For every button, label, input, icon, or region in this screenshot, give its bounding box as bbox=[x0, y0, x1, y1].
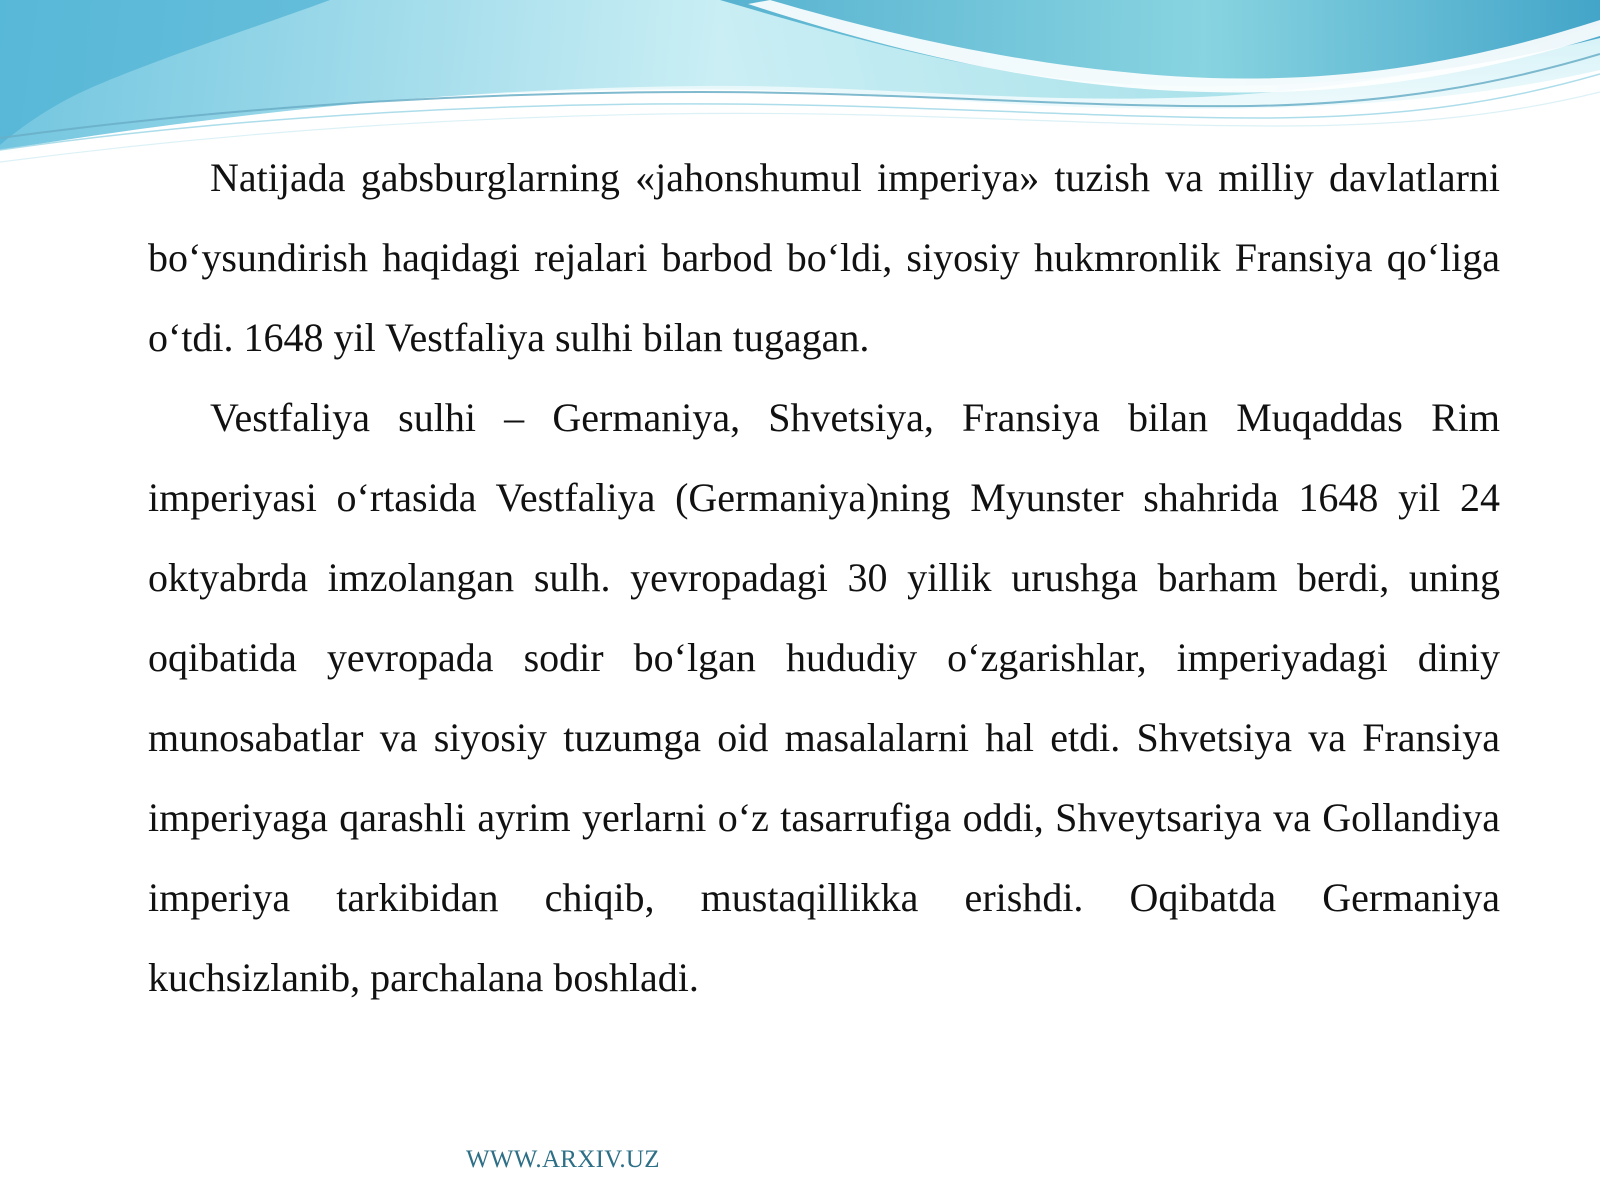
body-text bbox=[148, 138, 1500, 1018]
footer-website-link[interactable]: WWW.ARXIV.UZ bbox=[466, 1146, 660, 1173]
paragraph-1: Natijada gabsburglarning «jahonshumul imperiya» tuzish va milliy davlatlarni bo‘ysundirish haqidagi rejalari barbod bo‘ldi, siyosiy hukmronlik Fransiya qo‘liga o‘tdi. 1648 yil Vestfaliya sulhi bilan tugagan. bbox=[148, 155, 1500, 360]
paragraph-2: Vestfaliya sulhi – Germaniya, Shvetsiya, Fransiya bilan Muqaddas Rim imperiyasi o‘rtasida Vestfaliya (Germaniya)ning Myunster shahrida 1648 yil 24 oktyabrda imzolangan sulh. yevropadagi 30 yillik urushga barham berdi, uning oqibatida yevropada sodir bo‘lgan hududiy o‘zgarishlar, imperiyadagi diniy munosabatlar va siyosiy tuzumga oid masalalarni hal etdi. Shvetsiya va Fransiya imperiyaga qarashli ayrim yerlarni o‘z tasarrufiga oddi, Shveytsariya va Gollandiya imperiya tarkibidan chiqib, mustaqillikka erishdi. Oqibatda Germaniya kuchsizlanib, parchalana boshladi. bbox=[148, 395, 1500, 1000]
